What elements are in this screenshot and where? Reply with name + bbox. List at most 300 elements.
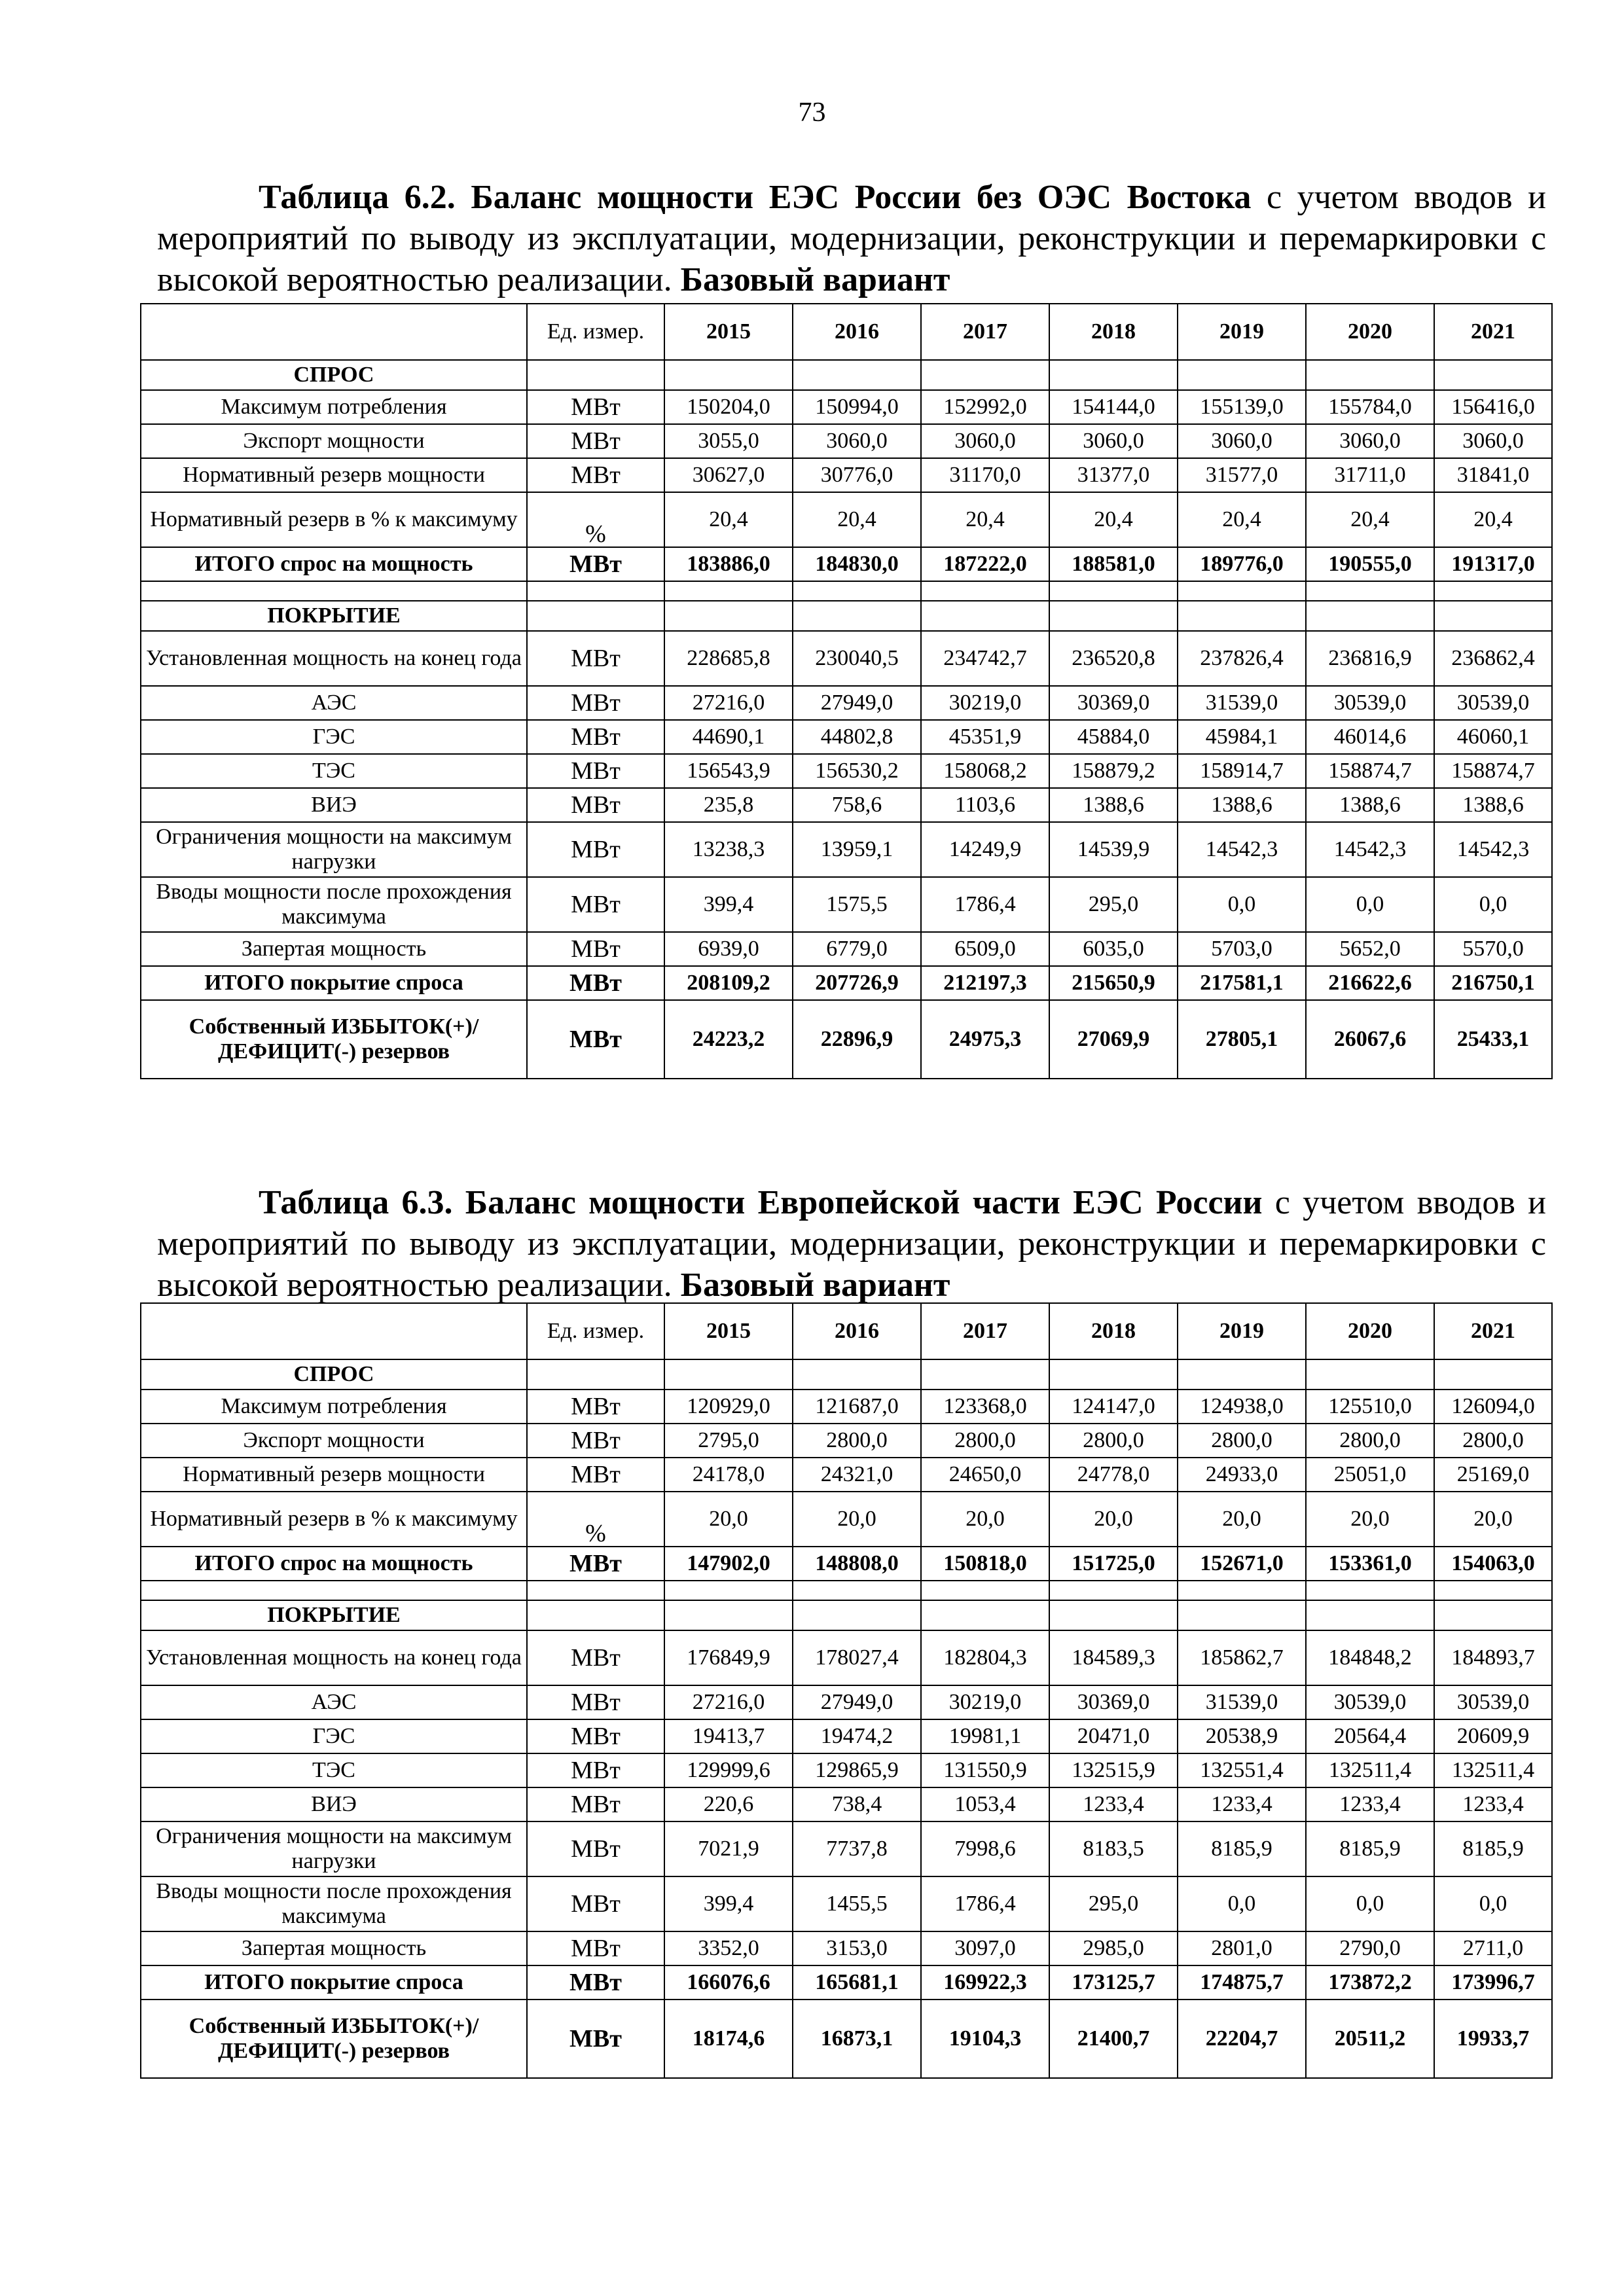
table-row — [141, 966, 1552, 1000]
value-cell: 3060,0 — [921, 424, 1049, 458]
value-cell: 1233,4 — [1306, 1787, 1434, 1821]
value-cell: 235,8 — [664, 788, 793, 822]
value-cell: 125510,0 — [1306, 1390, 1434, 1424]
value-cell: 158874,7 — [1306, 754, 1434, 788]
value-cell: 156530,2 — [793, 754, 921, 788]
value-cell — [664, 601, 793, 631]
table-row — [141, 1000, 1552, 1079]
row-label-cell: ПОКРЫТИЕ — [141, 601, 527, 631]
value-cell: 25433,1 — [1434, 1000, 1552, 1079]
value-cell: 3153,0 — [793, 1931, 921, 1965]
value-cell: 178027,4 — [793, 1630, 921, 1685]
balance-table-6-3 — [140, 1302, 1553, 2079]
value-cell: 20,0 — [921, 1492, 1049, 1547]
value-cell: 173872,2 — [1306, 1965, 1434, 2000]
unit-cell: МВт — [527, 458, 664, 492]
row-label-cell: Вводы мощности после прохождения максимума — [141, 1876, 527, 1931]
value-cell: 30539,0 — [1306, 686, 1434, 720]
value-cell: 236520,8 — [1049, 631, 1178, 686]
table-row — [141, 1359, 1552, 1390]
value-cell — [1434, 581, 1552, 601]
value-cell: 2800,0 — [1178, 1424, 1306, 1458]
value-cell: 8185,9 — [1178, 1821, 1306, 1876]
header-blank-cell — [141, 1303, 527, 1359]
value-cell — [1049, 360, 1178, 390]
value-cell: 20538,9 — [1178, 1719, 1306, 1753]
year-header-cell: 2019 — [1178, 304, 1306, 360]
value-cell: 216622,6 — [1306, 966, 1434, 1000]
value-cell: 19474,2 — [793, 1719, 921, 1753]
caption-variant: Базовый вариант — [680, 261, 950, 298]
value-cell: 150204,0 — [664, 390, 793, 424]
value-cell: 237826,4 — [1178, 631, 1306, 686]
value-cell: 124147,0 — [1049, 1390, 1178, 1424]
value-cell: 208109,2 — [664, 966, 793, 1000]
value-cell: 184893,7 — [1434, 1630, 1552, 1685]
value-cell: 216750,1 — [1434, 966, 1552, 1000]
value-cell — [1306, 1581, 1434, 1600]
value-cell: 24223,2 — [664, 1000, 793, 1079]
value-cell — [921, 1581, 1049, 1600]
year-header-cell: 2017 — [921, 304, 1049, 360]
value-cell — [793, 1581, 921, 1600]
value-cell: 24778,0 — [1049, 1458, 1178, 1492]
value-cell — [1049, 1581, 1178, 1600]
table-row — [141, 686, 1552, 720]
value-cell: 187222,0 — [921, 547, 1049, 581]
table-row — [141, 2000, 1552, 2078]
value-cell: 14542,3 — [1178, 822, 1306, 877]
value-cell: 20,4 — [921, 492, 1049, 547]
value-cell: 132511,4 — [1434, 1753, 1552, 1787]
value-cell: 30539,0 — [1306, 1685, 1434, 1719]
year-header-cell: 2018 — [1049, 304, 1178, 360]
value-cell: 20511,2 — [1306, 2000, 1434, 2078]
value-cell: 8183,5 — [1049, 1821, 1178, 1876]
value-cell: 31841,0 — [1434, 458, 1552, 492]
value-cell: 236862,4 — [1434, 631, 1552, 686]
value-cell: 1233,4 — [1178, 1787, 1306, 1821]
row-label-cell: Ограничения мощности на максимум нагрузки — [141, 1821, 527, 1876]
value-cell: 158874,7 — [1434, 754, 1552, 788]
unit-cell: МВт — [527, 686, 664, 720]
value-cell: 27949,0 — [793, 686, 921, 720]
row-label-cell: Установленная мощность на конец года — [141, 631, 527, 686]
value-cell: 31577,0 — [1178, 458, 1306, 492]
unit-cell — [527, 1359, 664, 1390]
value-cell: 20,0 — [1049, 1492, 1178, 1547]
value-cell: 20,4 — [793, 492, 921, 547]
value-cell: 1575,5 — [793, 877, 921, 932]
value-cell: 152992,0 — [921, 390, 1049, 424]
value-cell: 5652,0 — [1306, 932, 1434, 966]
value-cell: 20471,0 — [1049, 1719, 1178, 1753]
value-cell: 31539,0 — [1178, 686, 1306, 720]
unit-cell: МВт — [527, 1821, 664, 1876]
value-cell — [1434, 1581, 1552, 1600]
value-cell: 20609,9 — [1434, 1719, 1552, 1753]
value-cell: 399,4 — [664, 877, 793, 932]
unit-cell: МВт — [527, 1931, 664, 1965]
row-label-cell: Вводы мощности после прохождения максимума — [141, 877, 527, 932]
value-cell: 30219,0 — [921, 1685, 1049, 1719]
value-cell — [1178, 581, 1306, 601]
row-label-cell: ГЭС — [141, 720, 527, 754]
value-cell: 2985,0 — [1049, 1931, 1178, 1965]
value-cell — [1434, 601, 1552, 631]
value-cell: 20,4 — [1434, 492, 1552, 547]
value-cell — [1306, 1600, 1434, 1630]
value-cell: 30369,0 — [1049, 1685, 1178, 1719]
value-cell: 184830,0 — [793, 547, 921, 581]
unit-header-cell: Ед. измер. — [527, 1303, 664, 1359]
value-cell: 7737,8 — [793, 1821, 921, 1876]
unit-cell: МВт — [527, 932, 664, 966]
value-cell: 3055,0 — [664, 424, 793, 458]
unit-cell: МВт — [527, 1458, 664, 1492]
value-cell: 1388,6 — [1306, 788, 1434, 822]
unit-cell: МВт — [527, 966, 664, 1000]
value-cell: 30369,0 — [1049, 686, 1178, 720]
table-row — [141, 1753, 1552, 1787]
header-blank-cell — [141, 304, 527, 360]
value-cell: 217581,1 — [1178, 966, 1306, 1000]
value-cell: 295,0 — [1049, 877, 1178, 932]
value-cell: 169922,3 — [921, 1965, 1049, 2000]
value-cell: 6939,0 — [664, 932, 793, 966]
value-cell — [1178, 1359, 1306, 1390]
value-cell: 20,4 — [1178, 492, 1306, 547]
value-cell: 27949,0 — [793, 1685, 921, 1719]
value-cell: 5570,0 — [1434, 932, 1552, 966]
value-cell: 185862,7 — [1178, 1630, 1306, 1685]
year-header-cell: 2020 — [1306, 304, 1434, 360]
table-row — [141, 1458, 1552, 1492]
value-cell: 30776,0 — [793, 458, 921, 492]
value-cell — [664, 581, 793, 601]
value-cell: 124938,0 — [1178, 1390, 1306, 1424]
value-cell: 174875,7 — [1178, 1965, 1306, 2000]
value-cell — [921, 1359, 1049, 1390]
value-cell: 207726,9 — [793, 966, 921, 1000]
value-cell: 150994,0 — [793, 390, 921, 424]
row-label-cell: Собственный ИЗБЫТОК(+)/ДЕФИЦИТ(-) резервов — [141, 2000, 527, 2078]
value-cell: 121687,0 — [793, 1390, 921, 1424]
value-cell: 156543,9 — [664, 754, 793, 788]
year-header-cell: 2019 — [1178, 1303, 1306, 1359]
row-label-cell: Экспорт мощности — [141, 1424, 527, 1458]
unit-cell — [527, 1600, 664, 1630]
value-cell: 190555,0 — [1306, 547, 1434, 581]
value-cell: 0,0 — [1306, 877, 1434, 932]
value-cell: 155784,0 — [1306, 390, 1434, 424]
value-cell — [664, 1359, 793, 1390]
row-label-cell: Нормативный резерв в % к максимуму — [141, 492, 527, 547]
unit-cell: МВт — [527, 754, 664, 788]
row-label-cell: Запертая мощность — [141, 932, 527, 966]
value-cell: 1053,4 — [921, 1787, 1049, 1821]
table-row — [141, 1719, 1552, 1753]
value-cell — [1049, 1359, 1178, 1390]
value-cell: 30627,0 — [664, 458, 793, 492]
row-label-cell: Нормативный резерв мощности — [141, 458, 527, 492]
row-label-cell — [141, 581, 527, 601]
row-label-cell: ПОКРЫТИЕ — [141, 1600, 527, 1630]
value-cell: 27216,0 — [664, 1685, 793, 1719]
value-cell: 158914,7 — [1178, 754, 1306, 788]
value-cell: 156416,0 — [1434, 390, 1552, 424]
value-cell: 148808,0 — [793, 1547, 921, 1581]
value-cell: 173996,7 — [1434, 1965, 1552, 2000]
value-cell: 234742,7 — [921, 631, 1049, 686]
value-cell: 228685,8 — [664, 631, 793, 686]
value-cell: 230040,5 — [793, 631, 921, 686]
value-cell: 151725,0 — [1049, 1547, 1178, 1581]
unit-cell — [527, 360, 664, 390]
value-cell: 8185,9 — [1306, 1821, 1434, 1876]
value-cell: 30539,0 — [1434, 1685, 1552, 1719]
value-cell: 6779,0 — [793, 932, 921, 966]
year-header-cell: 2017 — [921, 1303, 1049, 1359]
value-cell: 6035,0 — [1049, 932, 1178, 966]
unit-cell: МВт — [527, 1876, 664, 1931]
unit-cell: МВт — [527, 1000, 664, 1079]
value-cell — [1306, 360, 1434, 390]
row-label-cell: ВИЭ — [141, 788, 527, 822]
value-cell: 24650,0 — [921, 1458, 1049, 1492]
value-cell: 2790,0 — [1306, 1931, 1434, 1965]
value-cell: 14249,9 — [921, 822, 1049, 877]
unit-cell: МВт — [527, 1685, 664, 1719]
table-row — [141, 1931, 1552, 1965]
value-cell: 155139,0 — [1178, 390, 1306, 424]
value-cell — [1434, 360, 1552, 390]
value-cell: 3060,0 — [793, 424, 921, 458]
row-label-cell: Установленная мощность на конец года — [141, 1630, 527, 1685]
value-cell: 0,0 — [1434, 1876, 1552, 1931]
value-cell — [1178, 360, 1306, 390]
row-label-cell: Экспорт мощности — [141, 424, 527, 458]
unit-cell: % — [527, 1492, 664, 1547]
table-row — [141, 932, 1552, 966]
value-cell: 45351,9 — [921, 720, 1049, 754]
value-cell: 3060,0 — [1434, 424, 1552, 458]
value-cell: 22204,7 — [1178, 2000, 1306, 2078]
unit-cell — [527, 1581, 664, 1600]
value-cell: 1103,6 — [921, 788, 1049, 822]
unit-cell: МВт — [527, 1547, 664, 1581]
value-cell: 147902,0 — [664, 1547, 793, 1581]
table-row — [141, 720, 1552, 754]
value-cell: 1388,6 — [1434, 788, 1552, 822]
value-cell: 30539,0 — [1434, 686, 1552, 720]
value-cell — [1049, 601, 1178, 631]
value-cell: 3060,0 — [1049, 424, 1178, 458]
value-cell: 20,0 — [1178, 1492, 1306, 1547]
value-cell — [1049, 1600, 1178, 1630]
table-row — [141, 1600, 1552, 1630]
row-label-cell: АЭС — [141, 686, 527, 720]
value-cell: 19933,7 — [1434, 2000, 1552, 2078]
value-cell — [793, 581, 921, 601]
value-cell: 24178,0 — [664, 1458, 793, 1492]
unit-cell: МВт — [527, 1753, 664, 1787]
row-label-cell: СПРОС — [141, 360, 527, 390]
value-cell: 14542,3 — [1306, 822, 1434, 877]
value-cell: 2711,0 — [1434, 1931, 1552, 1965]
value-cell: 27216,0 — [664, 686, 793, 720]
value-cell: 154063,0 — [1434, 1547, 1552, 1581]
value-cell: 166076,6 — [664, 1965, 793, 2000]
value-cell: 2800,0 — [1306, 1424, 1434, 1458]
table-row — [141, 581, 1552, 601]
value-cell: 46014,6 — [1306, 720, 1434, 754]
unit-cell: МВт — [527, 1787, 664, 1821]
table-row — [141, 1630, 1552, 1685]
value-cell: 1388,6 — [1178, 788, 1306, 822]
caption-variant: Базовый вариант — [680, 1266, 950, 1304]
unit-cell: МВт — [527, 1630, 664, 1685]
unit-cell: МВт — [527, 2000, 664, 2078]
table-6-2-caption — [157, 177, 1546, 300]
year-header-cell: 2018 — [1049, 1303, 1178, 1359]
unit-cell: МВт — [527, 424, 664, 458]
value-cell — [793, 1600, 921, 1630]
row-label-cell: ТЭС — [141, 754, 527, 788]
value-cell: 758,6 — [793, 788, 921, 822]
table-row — [141, 631, 1552, 686]
value-cell: 152671,0 — [1178, 1547, 1306, 1581]
value-cell — [921, 360, 1049, 390]
value-cell: 8185,9 — [1434, 1821, 1552, 1876]
value-cell: 27069,9 — [1049, 1000, 1178, 1079]
value-cell: 2800,0 — [793, 1424, 921, 1458]
row-label-cell: ИТОГО покрытие спроса — [141, 1965, 527, 2000]
unit-cell — [527, 601, 664, 631]
value-cell: 24321,0 — [793, 1458, 921, 1492]
value-cell: 188581,0 — [1049, 547, 1178, 581]
table-row — [141, 788, 1552, 822]
value-cell — [664, 1600, 793, 1630]
value-cell: 0,0 — [1178, 877, 1306, 932]
value-cell: 123368,0 — [921, 1390, 1049, 1424]
row-label-cell: ВИЭ — [141, 1787, 527, 1821]
value-cell: 13238,3 — [664, 822, 793, 877]
value-cell — [1178, 1581, 1306, 1600]
value-cell: 158879,2 — [1049, 754, 1178, 788]
value-cell: 184848,2 — [1306, 1630, 1434, 1685]
row-label-cell: Запертая мощность — [141, 1931, 527, 1965]
table-row — [141, 1876, 1552, 1931]
value-cell: 154144,0 — [1049, 390, 1178, 424]
value-cell: 14539,9 — [1049, 822, 1178, 877]
value-cell: 1455,5 — [793, 1876, 921, 1931]
value-cell: 212197,3 — [921, 966, 1049, 1000]
table-row — [141, 547, 1552, 581]
unit-cell: % — [527, 492, 664, 547]
table-row — [141, 1787, 1552, 1821]
table-row — [141, 822, 1552, 877]
value-cell: 19413,7 — [664, 1719, 793, 1753]
value-cell: 132551,4 — [1178, 1753, 1306, 1787]
table-row — [141, 1547, 1552, 1581]
value-cell: 236816,9 — [1306, 631, 1434, 686]
value-cell: 2800,0 — [1049, 1424, 1178, 1458]
table-row — [141, 1424, 1552, 1458]
value-cell: 20,0 — [793, 1492, 921, 1547]
value-cell: 25169,0 — [1434, 1458, 1552, 1492]
row-label-cell: ИТОГО покрытие спроса — [141, 966, 527, 1000]
value-cell: 1388,6 — [1049, 788, 1178, 822]
table-row — [141, 1390, 1552, 1424]
value-cell: 1786,4 — [921, 1876, 1049, 1931]
value-cell: 22896,9 — [793, 1000, 921, 1079]
value-cell: 18174,6 — [664, 2000, 793, 2078]
value-cell: 7021,9 — [664, 1821, 793, 1876]
value-cell: 184589,3 — [1049, 1630, 1178, 1685]
row-label-cell: ИТОГО спрос на мощность — [141, 547, 527, 581]
value-cell — [1306, 1359, 1434, 1390]
year-header-cell: 2015 — [664, 304, 793, 360]
row-label-cell: Собственный ИЗБЫТОК(+)/ДЕФИЦИТ(-) резервов — [141, 1000, 527, 1079]
value-cell: 21400,7 — [1049, 2000, 1178, 2078]
value-cell: 173125,7 — [1049, 1965, 1178, 2000]
table-row — [141, 1965, 1552, 2000]
value-cell — [1178, 1600, 1306, 1630]
value-cell: 131550,9 — [921, 1753, 1049, 1787]
value-cell — [921, 581, 1049, 601]
value-cell — [1306, 581, 1434, 601]
value-cell: 0,0 — [1306, 1876, 1434, 1931]
value-cell: 44690,1 — [664, 720, 793, 754]
value-cell: 20,0 — [1434, 1492, 1552, 1547]
table-row — [141, 1685, 1552, 1719]
value-cell: 20,4 — [1306, 492, 1434, 547]
value-cell: 295,0 — [1049, 1876, 1178, 1931]
unit-cell — [527, 581, 664, 601]
table-row — [141, 601, 1552, 631]
value-cell: 132511,4 — [1306, 1753, 1434, 1787]
value-cell: 3097,0 — [921, 1931, 1049, 1965]
row-label-cell: Нормативный резерв в % к максимуму — [141, 1492, 527, 1547]
row-label-cell — [141, 1581, 527, 1600]
page-number: 73 — [798, 98, 826, 128]
year-header-cell: 2016 — [793, 1303, 921, 1359]
value-cell: 19104,3 — [921, 2000, 1049, 2078]
value-cell: 165681,1 — [793, 1965, 921, 2000]
value-cell: 6509,0 — [921, 932, 1049, 966]
value-cell: 27805,1 — [1178, 1000, 1306, 1079]
value-cell: 2800,0 — [921, 1424, 1049, 1458]
value-cell: 20,4 — [664, 492, 793, 547]
value-cell: 132515,9 — [1049, 1753, 1178, 1787]
table-row — [141, 1492, 1552, 1547]
value-cell: 126094,0 — [1434, 1390, 1552, 1424]
unit-cell: МВт — [527, 547, 664, 581]
value-cell: 20564,4 — [1306, 1719, 1434, 1753]
header-row — [141, 304, 1552, 360]
row-label-cell: ГЭС — [141, 1719, 527, 1753]
row-label-cell: АЭС — [141, 1685, 527, 1719]
row-label-cell: Ограничения мощности на максимум нагрузки — [141, 822, 527, 877]
unit-cell: МВт — [527, 720, 664, 754]
unit-cell: МВт — [527, 631, 664, 686]
caption-text: с учетом вводов и мероприятий по выводу из эксплуатации, модернизации, реконструкции и перемаркировки с высокой вероятностью реализации. — [157, 179, 1547, 298]
table-row — [141, 424, 1552, 458]
table-row — [141, 877, 1552, 932]
value-cell: 3060,0 — [1178, 424, 1306, 458]
value-cell: 44802,8 — [793, 720, 921, 754]
